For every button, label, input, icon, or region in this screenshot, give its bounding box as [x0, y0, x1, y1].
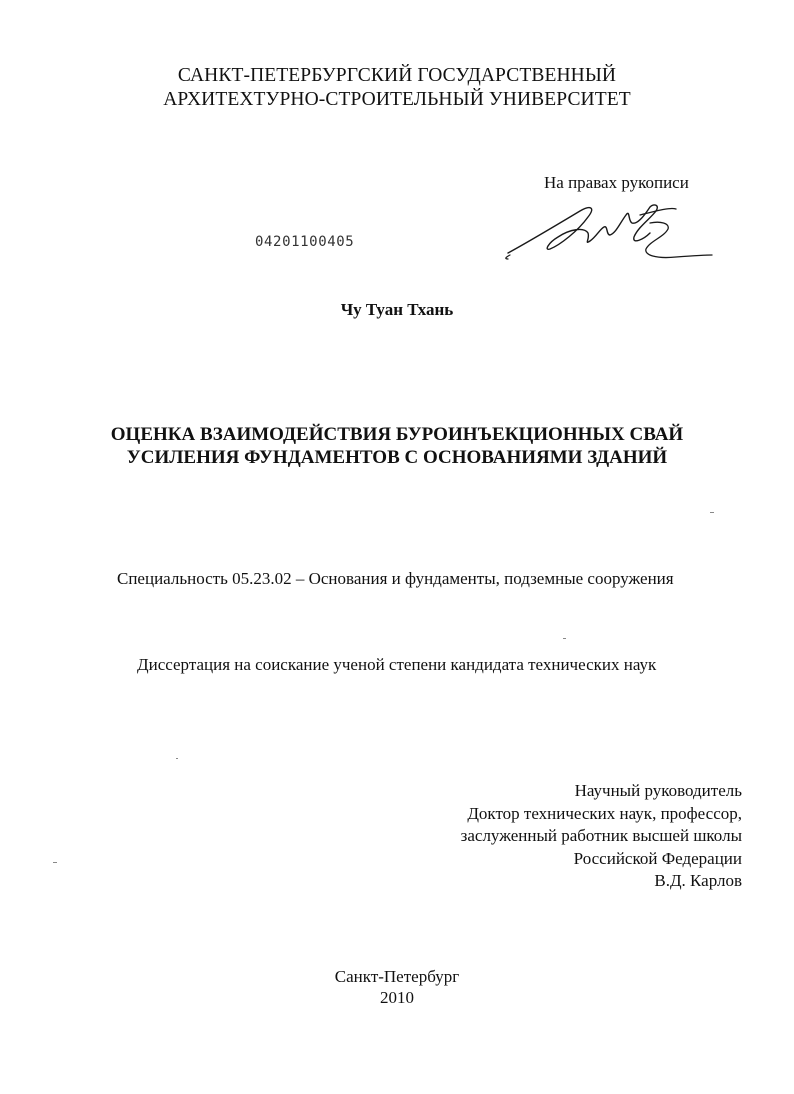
- supervisor-block: [461, 780, 742, 893]
- specialty-line: Специальность 05.23.02 – Основания и фундаменты, подземные сооружения: [117, 569, 674, 588]
- supervisor-line-5: В.Д. Карлов: [654, 871, 742, 890]
- signature-icon: [500, 193, 720, 273]
- supervisor-line-3: заслуженный работник высшей школы: [460, 826, 742, 845]
- scan-speck: [176, 758, 178, 759]
- scan-speck: [710, 512, 714, 513]
- footer-year: 2010: [380, 988, 414, 1007]
- university-name: [0, 64, 794, 112]
- registration-code: 04201100405: [255, 234, 355, 250]
- scan-speck: [53, 862, 57, 863]
- university-line-2: АРХИТЕХТУРНО-СТРОИТЕЛЬНЫЙ УНИВЕРСИТЕТ: [163, 89, 631, 110]
- supervisor-line-4: Российской Федерации: [573, 848, 742, 868]
- supervisor-line-2: Доктор технических наук, профессор,: [467, 803, 742, 823]
- manuscript-rights-note: На правах рукописи: [544, 173, 689, 192]
- title-line-2: УСИЛЕНИЯ ФУНДАМЕНТОВ С ОСНОВАНИЯМИ ЗДАНИЙ: [126, 447, 668, 468]
- degree-line: Диссертация на соискание ученой степени кандидата технических наук: [137, 655, 657, 674]
- footer-city: Санкт-Петербург: [334, 967, 460, 986]
- author-name: Чу Туан Тхань: [340, 300, 454, 319]
- supervisor-line-1: Научный руководитель: [574, 781, 742, 800]
- footer-place-year: [0, 966, 794, 1008]
- dissertation-title: [0, 423, 794, 469]
- scan-speck: [563, 638, 566, 639]
- title-line-1: ОЦЕНКА ВЗАИМОДЕЙСТВИЯ БУРОИНЪЕКЦИОННЫХ СВАЙ: [110, 424, 684, 445]
- university-line-1: САНКТ-ПЕТЕРБУРГСКИЙ ГОСУДАРСТВЕННЫЙ: [177, 65, 617, 86]
